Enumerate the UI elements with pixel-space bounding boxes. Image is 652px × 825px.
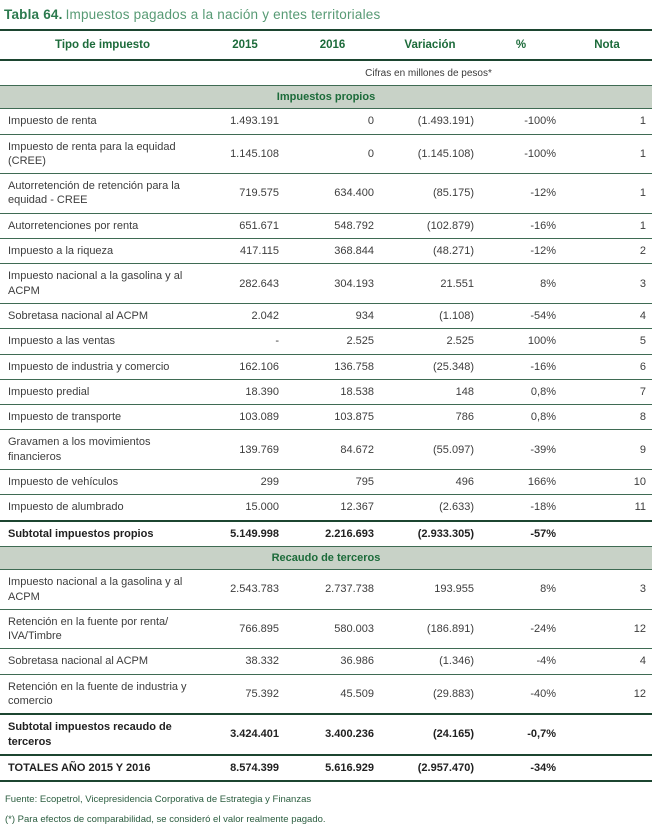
section-header-row (0, 86, 652, 109)
cell-percent: -24% (480, 609, 562, 649)
cell-2015: 162.106 (205, 354, 285, 379)
cell-2015: 766.895 (205, 609, 285, 649)
table-row (0, 354, 652, 379)
cell-variacion: (1.493.191) (380, 109, 480, 134)
cell-2015: 75.392 (205, 674, 285, 714)
cell-2016: 795 (285, 470, 380, 495)
table-row (0, 495, 652, 521)
cell-2016: 2.216.693 (285, 521, 380, 547)
cell-2016: 580.003 (285, 609, 380, 649)
cell-nota: 5 (562, 329, 652, 354)
cell-variacion: (24.165) (380, 714, 480, 755)
table-row (0, 174, 652, 214)
column-header-percent: % (480, 30, 562, 60)
column-header-nota: Nota (562, 30, 652, 60)
cell-nota (562, 521, 652, 547)
cell-percent: -4% (480, 649, 562, 674)
cell-2015: 103.089 (205, 405, 285, 430)
cell-variacion: 496 (380, 470, 480, 495)
cell-variacion: (186.891) (380, 609, 480, 649)
cell-percent: 0,8% (480, 405, 562, 430)
cell-2016: 934 (285, 303, 380, 328)
cell-percent: -54% (480, 303, 562, 328)
cell-variacion: (29.883) (380, 674, 480, 714)
cell-tax-type: Impuesto de renta (0, 109, 205, 134)
cell-2016: 304.193 (285, 264, 380, 304)
cell-tax-type: Autorretención de retención para la equidad - CREE (0, 174, 205, 214)
cell-nota: 11 (562, 495, 652, 521)
cell-variacion: 21.551 (380, 264, 480, 304)
cell-nota: 7 (562, 379, 652, 404)
cell-tax-type: Impuesto predial (0, 379, 205, 404)
cell-percent: -16% (480, 354, 562, 379)
cell-2016: 634.400 (285, 174, 380, 214)
cell-2015: 5.149.998 (205, 521, 285, 547)
cell-2015: 2.543.783 (205, 570, 285, 610)
cell-nota: 6 (562, 354, 652, 379)
cell-2016: 36.986 (285, 649, 380, 674)
cell-nota: 10 (562, 470, 652, 495)
table-row (0, 714, 652, 755)
section-header-label: Recaudo de terceros (0, 546, 652, 569)
cell-tax-type: Retención en la fuente de industria y comercio (0, 674, 205, 714)
cell-nota: 1 (562, 213, 652, 238)
cell-2016: 136.758 (285, 354, 380, 379)
cell-percent: -34% (480, 755, 562, 781)
cell-2016: 18.538 (285, 379, 380, 404)
cell-2015: 1.145.108 (205, 134, 285, 174)
cell-percent: -100% (480, 134, 562, 174)
cell-variacion: (1.145.108) (380, 134, 480, 174)
cell-tax-type: TOTALES AÑO 2015 Y 2016 (0, 755, 205, 781)
cell-2015: 1.493.191 (205, 109, 285, 134)
cell-2016: 45.509 (285, 674, 380, 714)
cell-percent: -18% (480, 495, 562, 521)
cell-percent: -16% (480, 213, 562, 238)
table-row (0, 609, 652, 649)
table-row (0, 405, 652, 430)
cell-tax-type: Retención en la fuente por renta/ IVA/Timbre (0, 609, 205, 649)
cell-variacion: 148 (380, 379, 480, 404)
cell-percent: -100% (480, 109, 562, 134)
cell-2015: 2.042 (205, 303, 285, 328)
cell-nota: 1 (562, 134, 652, 174)
column-header-variacion: Variación (380, 30, 480, 60)
cell-2015: 719.575 (205, 174, 285, 214)
table-row (0, 264, 652, 304)
cell-nota: 12 (562, 609, 652, 649)
cell-2015: 282.643 (205, 264, 285, 304)
cell-2015: 3.424.401 (205, 714, 285, 755)
table-row (0, 379, 652, 404)
cell-variacion: (2.957.470) (380, 755, 480, 781)
cell-variacion: 193.955 (380, 570, 480, 610)
cell-nota: 4 (562, 649, 652, 674)
cell-variacion: (85.175) (380, 174, 480, 214)
cell-nota (562, 714, 652, 755)
cell-2015: 651.671 (205, 213, 285, 238)
cell-2016: 2.525 (285, 329, 380, 354)
totals-row (0, 755, 652, 781)
cell-nota: 1 (562, 109, 652, 134)
cell-2015: - (205, 329, 285, 354)
cell-2016: 368.844 (285, 239, 380, 264)
cell-variacion: (1.346) (380, 649, 480, 674)
cell-2016: 3.400.236 (285, 714, 380, 755)
cell-nota: 12 (562, 674, 652, 714)
cell-tax-type: Impuesto de industria y comercio (0, 354, 205, 379)
units-row (0, 60, 652, 86)
cell-tax-type: Subtotal impuestos recaudo de terceros (0, 714, 205, 755)
cell-tax-type: Subtotal impuestos propios (0, 521, 205, 547)
cell-nota: 9 (562, 430, 652, 470)
cell-2016: 0 (285, 109, 380, 134)
cell-2016: 103.875 (285, 405, 380, 430)
table-row (0, 649, 652, 674)
table-row (0, 570, 652, 610)
cell-tax-type: Gravamen a los movimientos financieros (0, 430, 205, 470)
cell-percent: -12% (480, 174, 562, 214)
cell-variacion: 786 (380, 405, 480, 430)
cell-tax-type: Autorretenciones por renta (0, 213, 205, 238)
cell-nota: 3 (562, 264, 652, 304)
cell-2015: 18.390 (205, 379, 285, 404)
cell-2015: 299 (205, 470, 285, 495)
cell-2015: 139.769 (205, 430, 285, 470)
table-row (0, 674, 652, 714)
table-body (0, 60, 652, 781)
cell-percent: -12% (480, 239, 562, 264)
cell-2015: 8.574.399 (205, 755, 285, 781)
table-row (0, 430, 652, 470)
column-header-tipo-de-impuesto: Tipo de impuesto (0, 30, 205, 60)
cell-tax-type: Impuesto de alumbrado (0, 495, 205, 521)
section-header-row (0, 546, 652, 569)
table-caption: Impuestos pagados a la nación y entes territoriales (65, 7, 381, 22)
cell-tax-type: Sobretasa nacional al ACPM (0, 303, 205, 328)
cell-variacion: (1.108) (380, 303, 480, 328)
cell-percent: 0,8% (480, 379, 562, 404)
cell-percent: 100% (480, 329, 562, 354)
cell-nota (562, 755, 652, 781)
cell-percent: -40% (480, 674, 562, 714)
cell-nota: 1 (562, 174, 652, 214)
cell-tax-type: Impuesto nacional a la gasolina y al ACPM (0, 570, 205, 610)
cell-variacion: (2.633) (380, 495, 480, 521)
cell-percent: 166% (480, 470, 562, 495)
cell-percent: 8% (480, 264, 562, 304)
cell-variacion: (55.097) (380, 430, 480, 470)
cell-percent: -0,7% (480, 714, 562, 755)
table-title (0, 0, 652, 22)
comparability-note: (*) Para efectos de comparabilidad, se consideró el valor realmente pagado. (5, 814, 326, 825)
cell-2016: 84.672 (285, 430, 380, 470)
table-row (0, 470, 652, 495)
cell-2015: 15.000 (205, 495, 285, 521)
cell-tax-type: Impuesto a la riqueza (0, 239, 205, 264)
cell-tax-type: Sobretasa nacional al ACPM (0, 649, 205, 674)
cell-2016: 12.367 (285, 495, 380, 521)
cell-variacion: (2.933.305) (380, 521, 480, 547)
table-number: Tabla 64. (4, 7, 63, 22)
cell-2015: 417.115 (205, 239, 285, 264)
cell-variacion: 2.525 (380, 329, 480, 354)
cell-tax-type: Impuesto a las ventas (0, 329, 205, 354)
cell-2016: 0 (285, 134, 380, 174)
cell-variacion: (102.879) (380, 213, 480, 238)
footnotes (5, 794, 652, 825)
column-header-2015: 2015 (205, 30, 285, 60)
cell-variacion: (48.271) (380, 239, 480, 264)
header-row (0, 30, 652, 60)
cell-tax-type: Impuesto nacional a la gasolina y al ACPM (0, 264, 205, 304)
source-note: Fuente: Ecopetrol, Vicepresidencia Corporativa de Estrategia y Finanzas (5, 794, 312, 806)
cell-nota: 8 (562, 405, 652, 430)
table-row (0, 109, 652, 134)
cell-nota: 3 (562, 570, 652, 610)
tax-table (0, 29, 652, 782)
cell-variacion: (25.348) (380, 354, 480, 379)
table-row (0, 303, 652, 328)
cell-tax-type: Impuesto de vehículos (0, 470, 205, 495)
table-row (0, 239, 652, 264)
table-row (0, 521, 652, 547)
cell-percent: -39% (480, 430, 562, 470)
cell-nota: 2 (562, 239, 652, 264)
table-row (0, 134, 652, 174)
cell-tax-type: Impuesto de renta para la equidad (CREE) (0, 134, 205, 174)
table-row (0, 329, 652, 354)
cell-2016: 5.616.929 (285, 755, 380, 781)
column-header-2016: 2016 (285, 30, 380, 60)
section-header-label: Impuestos propios (0, 86, 652, 109)
cell-percent: -57% (480, 521, 562, 547)
cell-percent: 8% (480, 570, 562, 610)
cell-2016: 2.737.738 (285, 570, 380, 610)
units-note: Cifras en millones de pesos* (365, 68, 492, 79)
cell-nota: 4 (562, 303, 652, 328)
cell-tax-type: Impuesto de transporte (0, 405, 205, 430)
cell-2015: 38.332 (205, 649, 285, 674)
cell-2016: 548.792 (285, 213, 380, 238)
table-row (0, 213, 652, 238)
